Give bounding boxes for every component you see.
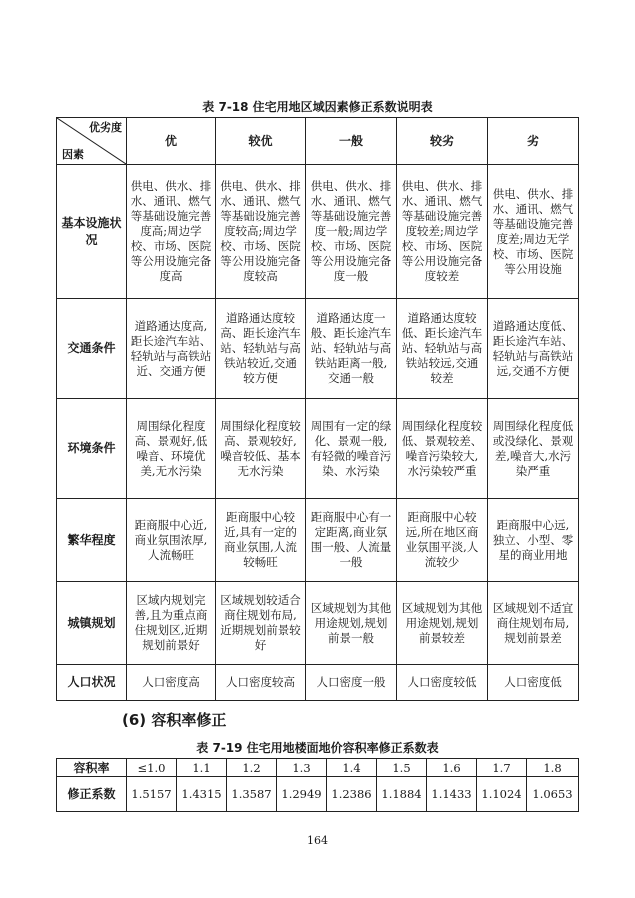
table-cell: 道路通达度一般、距长途汽车站、轻轨站与高铁站距离一般,交通一般 — [306, 299, 397, 399]
table-cell: 距商服中心近,商业氛围浓厚,人流畅旺 — [127, 499, 216, 582]
factor-label: 城镇规划 — [57, 582, 127, 665]
grade-header-row — [57, 118, 579, 165]
table-cell: 供电、供水、排水、通讯、燃气等基础设施完善度较高;周边学校、市场、医院等公用设施完备度较高 — [216, 165, 306, 299]
table-cell: 周围绿化程度低或没绿化、景观差,噪音大,水污染严重 — [488, 399, 579, 499]
ratio-value: 1.4 — [327, 759, 377, 777]
table-cell: 道路通达度低、距长途汽车站、轻轨站与高铁站远,交通不方便 — [488, 299, 579, 399]
ratio-value: 1.2 — [227, 759, 277, 777]
table-row — [57, 399, 579, 499]
factor-label: 环境条件 — [57, 399, 127, 499]
plot-ratio-table — [56, 758, 579, 812]
table-cell: 道路通达度较高、距长途汽车站、轻轨站与高铁站较近,交通较方便 — [216, 299, 306, 399]
corner-label-grade: 优劣度 — [89, 121, 122, 134]
diagonal-header-cell — [57, 118, 127, 165]
table-cell: 区域规划较适合商住规划布局,近期规划前景较好 — [216, 582, 306, 665]
ratio-value: ≤1.0 — [127, 759, 177, 777]
coefficient-value: 1.1024 — [477, 777, 527, 812]
ratio-header-row — [57, 759, 579, 777]
grade-header: 较劣 — [397, 118, 488, 165]
grade-header: 优 — [127, 118, 216, 165]
table-cell: 供电、供水、排水、通讯、燃气等基础设施完善度高;周边学校、市场、医院等公用设施完备度高 — [127, 165, 216, 299]
coefficient-value: 1.5157 — [127, 777, 177, 812]
section-heading: (6) 容积率修正 — [122, 711, 227, 729]
table-cell: 区域规划为其他用途规划,规划前景一般 — [306, 582, 397, 665]
table-cell: 供电、供水、排水、通讯、燃气等基础设施完善度差;周边无学校、市场、医院等公用设施 — [488, 165, 579, 299]
coefficient-value: 1.0653 — [527, 777, 579, 812]
table-row — [57, 165, 579, 299]
ratio-value: 1.3 — [277, 759, 327, 777]
table-cell: 周围绿化程度较高、景观较好,噪音较低、基本无水污染 — [216, 399, 306, 499]
table-cell: 人口密度较高 — [216, 665, 306, 701]
coefficient-value: 1.4315 — [177, 777, 227, 812]
ratio-value: 1.5 — [377, 759, 427, 777]
table-cell: 人口密度低 — [488, 665, 579, 701]
coefficient-value: 1.3587 — [227, 777, 277, 812]
table-cell: 人口密度较低 — [397, 665, 488, 701]
table-cell: 周围绿化程度较低、景观较差、噪音污染较大,水污染较严重 — [397, 399, 488, 499]
ratio-label: 容积率 — [57, 759, 127, 777]
table-cell: 区域规划不适宜商住规划布局,规划前景差 — [488, 582, 579, 665]
factor-label: 人口状况 — [57, 665, 127, 701]
factor-label: 繁华程度 — [57, 499, 127, 582]
coefficient-row — [57, 777, 579, 812]
table-7-19-caption: 表 7-19 住宅用地楼面地价容积率修正系数表 — [196, 741, 439, 755]
table-cell: 周围绿化程度高、景观好,低噪音、环境优美,无水污染 — [127, 399, 216, 499]
corner-label-factor: 因素 — [62, 148, 84, 161]
table-row — [57, 665, 579, 701]
table-cell: 距商服中心较远,所在地区商业氛围平淡,人流较少 — [397, 499, 488, 582]
coefficient-label: 修正系数 — [57, 777, 127, 812]
grade-header: 一般 — [306, 118, 397, 165]
ratio-value: 1.6 — [427, 759, 477, 777]
ratio-value: 1.7 — [477, 759, 527, 777]
table-cell: 距商服中心较近,具有一定的商业氛围,人流较畅旺 — [216, 499, 306, 582]
table-cell: 周围有一定的绿化、景观一般,有轻微的噪音污染、水污染 — [306, 399, 397, 499]
ratio-value: 1.8 — [527, 759, 579, 777]
coefficient-value: 1.1884 — [377, 777, 427, 812]
table-cell: 区域内规划完善,且为重点商住规划区,近期规划前景好 — [127, 582, 216, 665]
table-row — [57, 299, 579, 399]
coefficient-value: 1.1433 — [427, 777, 477, 812]
table-cell: 距商服中心远,独立、小型、零星的商业用地 — [488, 499, 579, 582]
table-cell: 供电、供水、排水、通讯、燃气等基础设施完善度较差;周边学校、市场、医院等公用设施完备度较差 — [397, 165, 488, 299]
zoning-factor-table — [56, 117, 579, 701]
factor-label: 基本设施状况 — [57, 165, 127, 299]
table-row — [57, 499, 579, 582]
coefficient-value: 1.2949 — [277, 777, 327, 812]
table-cell: 道路通达度较低、距长途汽车站、轻轨站与高铁站较远,交通较差 — [397, 299, 488, 399]
table-cell: 人口密度一般 — [306, 665, 397, 701]
factor-label: 交通条件 — [57, 299, 127, 399]
coefficient-value: 1.2386 — [327, 777, 377, 812]
table-cell: 人口密度高 — [127, 665, 216, 701]
page-number: 164 — [307, 834, 328, 847]
table-cell: 供电、供水、排水、通讯、燃气等基础设施完善度一般;周边学校、市场、医院等公用设施完备度一般 — [306, 165, 397, 299]
ratio-value: 1.1 — [177, 759, 227, 777]
table-row — [57, 582, 579, 665]
grade-header: 劣 — [488, 118, 579, 165]
table-cell: 区域规划为其他用途规划,规划前景较差 — [397, 582, 488, 665]
grade-header: 较优 — [216, 118, 306, 165]
table-cell: 道路通达度高,距长途汽车站、轻轨站与高铁站近、交通方便 — [127, 299, 216, 399]
table-7-18-caption: 表 7-18 住宅用地区域因素修正系数说明表 — [202, 100, 433, 114]
table-cell: 距商服中心有一定距离,商业氛围一般、人流量一般 — [306, 499, 397, 582]
